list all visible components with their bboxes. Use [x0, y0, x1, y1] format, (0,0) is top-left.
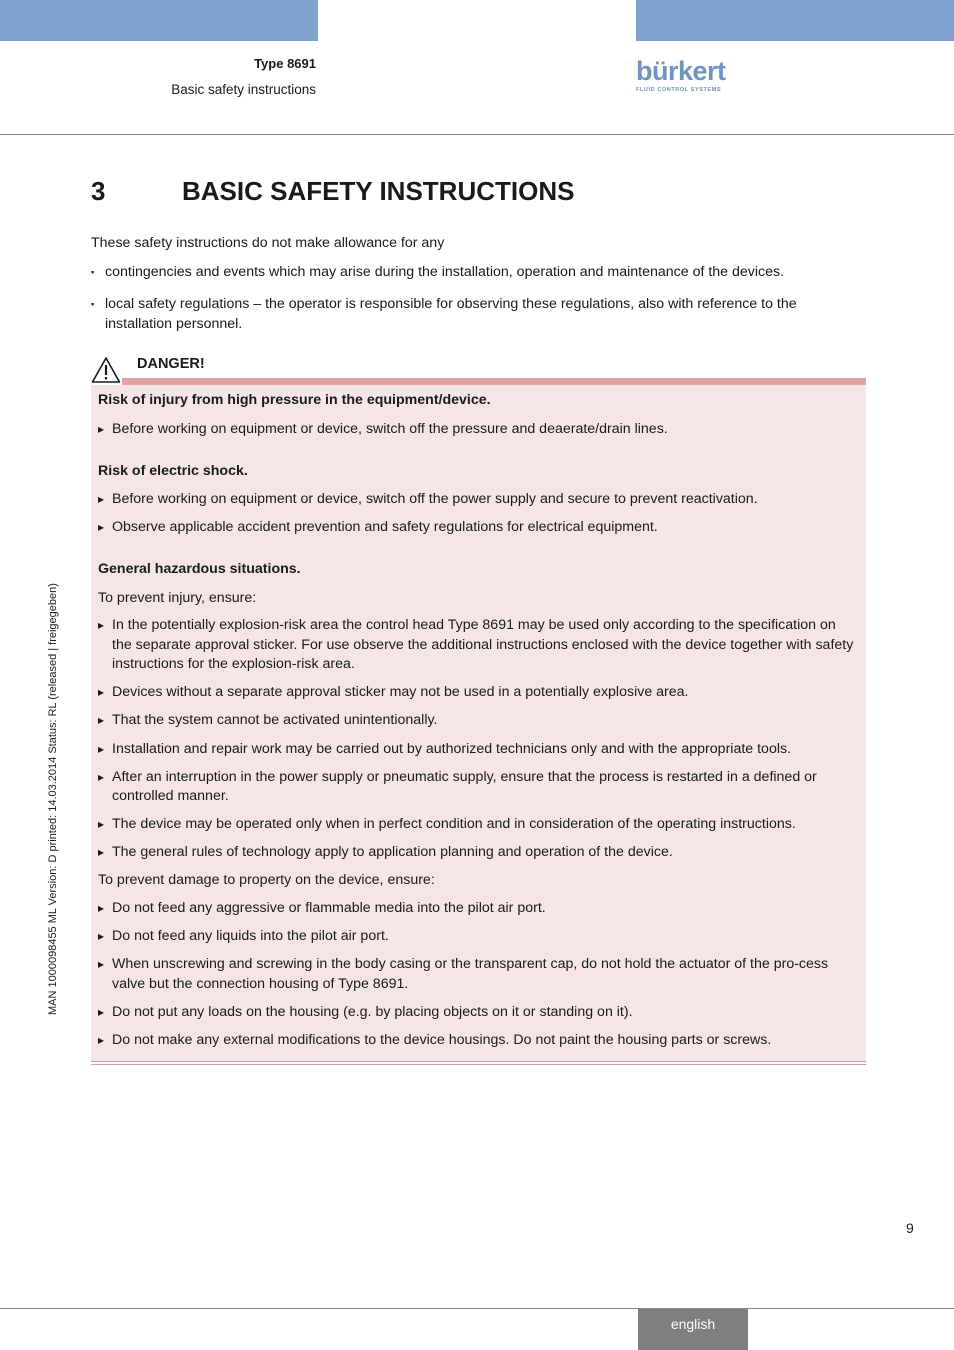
danger-header [91, 352, 866, 378]
intro-block [91, 234, 866, 347]
instruction-item: ▸ In the potentially explosion-risk area the control head Type 8691 may be used only according to the specification on the separate approval sticker. For use observe the additional instructions enclosed with the device together with safety instructions for the explosion-risk area. [98, 616, 858, 675]
intro-bullet-list [91, 263, 866, 335]
intro-lead: These safety instructions do not make allowance for any [91, 235, 445, 251]
instruction-item: ▸ The device may be operated only when in perfect condition and in consideration of the operating instructions. [98, 815, 858, 835]
language-tab: english [638, 1309, 748, 1350]
danger-bottom-rule [91, 1064, 866, 1065]
intro-bullet: ▪ local safety regulations – the operator is responsible for observing these regulations, also with reference to the installation personnel. [91, 295, 866, 334]
instruction-item: ▸ Do not make any external modifications to the device housings. Do not paint the housing parts or screws. [98, 1031, 858, 1051]
header-color-bar-left [0, 0, 318, 41]
warning-triangle-icon [91, 356, 121, 384]
instruction-item: ▸ Installation and repair work may be carried out by authorized technicians only and with the appropriate tools. [98, 740, 858, 760]
danger-content [91, 385, 866, 1062]
damage-intro: To prevent damage to property on the device, ensure: [98, 872, 435, 889]
pressure-heading: Risk of injury from high pressure in the equipment/device. [98, 392, 491, 408]
burkert-logo [636, 58, 736, 98]
instruction-item: ▸ Devices without a separate approval sticker may not be used in a potentially explosive area. [98, 683, 858, 703]
logo-tagline: FLUID CONTROL SYSTEMS [636, 87, 722, 93]
page-number: 9 [906, 1220, 914, 1236]
section-heading [91, 176, 574, 207]
danger-bar [122, 378, 866, 385]
shock-heading: Risk of electric shock. [98, 462, 248, 479]
general-heading: General hazardous situations. [98, 561, 301, 578]
spacer [98, 448, 858, 462]
instruction-item: ▸ When unscrewing and screwing in the body casing or the transparent cap, do not hold the actuator of the pro-cess valve but the connection housing of Type 8691. [98, 955, 858, 994]
instruction-item: ▸ That the system cannot be activated unintentionally. [98, 711, 858, 731]
footer-divider [0, 1308, 954, 1309]
instruction-item: ▸ Before working on equipment or device, switch off the power supply and secure to prevent reactivation. [98, 490, 858, 510]
header-subtitle: Basic safety instructions [171, 82, 316, 97]
logo-wordmark: bürkert [636, 56, 726, 86]
instruction-item: ▸ Observe applicable accident prevention and safety regulations for electrical equipment. [98, 518, 858, 538]
header-color-bar-right [636, 0, 954, 41]
instruction-item: ▸ Do not feed any liquids into the pilot air port. [98, 927, 858, 947]
injury-intro: To prevent injury, ensure: [98, 589, 257, 606]
section-number: 3 [91, 176, 106, 206]
header-divider [0, 134, 954, 135]
instruction-item: ▸ Do not put any loads on the housing (e.g. by placing objects on it or standing on it). [98, 1003, 858, 1023]
spacer [98, 546, 858, 560]
instruction-item: ▸ After an interruption in the power supply or pneumatic supply, ensure that the process is restarted in a defined or controlled manner. [98, 768, 858, 807]
document-metadata-vertical: MAN 1000098455 ML Version: D printed: 14.03.2014 Status: RL (released | freigegeben) [47, 583, 59, 1015]
instruction-item: ▸ Do not feed any aggressive or flammable media into the pilot air port. [98, 899, 858, 919]
document-type: Type 8691 [254, 56, 316, 71]
section-title: BASIC SAFETY INSTRUCTIONS [182, 176, 575, 206]
danger-box [91, 352, 866, 1065]
instruction-item: ▸ The general rules of technology apply to application planning and operation of the device. [98, 843, 858, 863]
intro-bullet: ▪ contingencies and events which may arise during the installation, operation and maintenance of the devices. [91, 263, 866, 283]
danger-label: DANGER! [137, 356, 205, 372]
instruction-item: ▸ Before working on equipment or device, switch off the pressure and deaerate/drain lines. [98, 420, 858, 440]
